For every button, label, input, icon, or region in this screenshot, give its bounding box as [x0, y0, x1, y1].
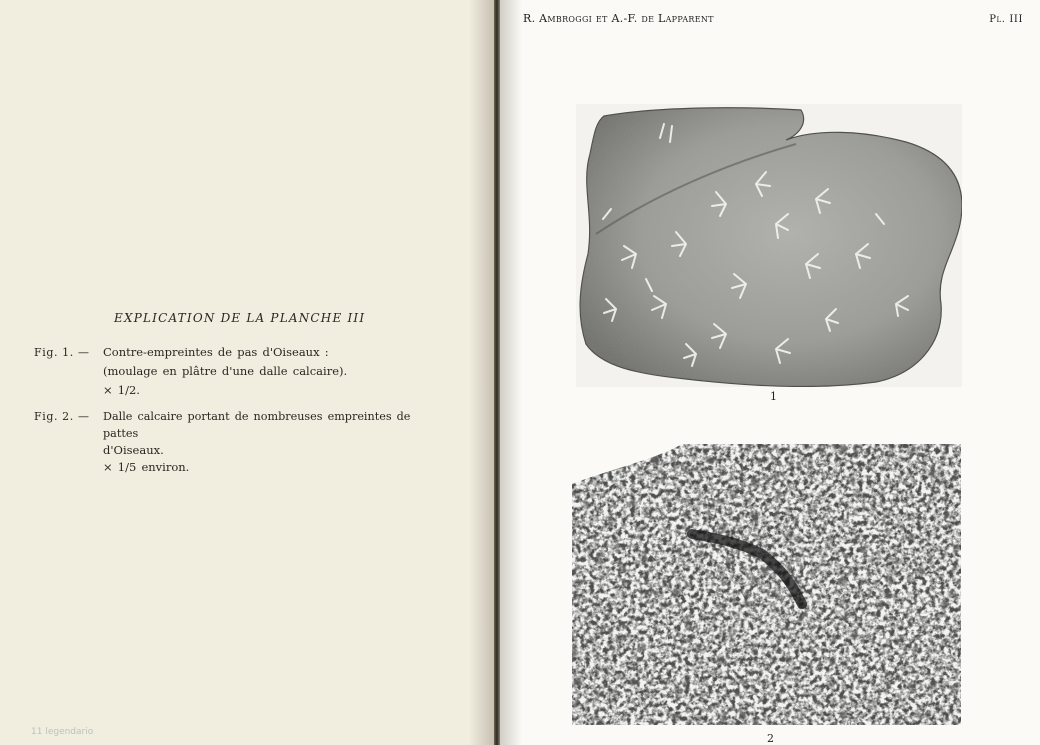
figure-1-scale: × 1/2.: [103, 383, 140, 397]
figure-2-description: [103, 408, 438, 476]
figure-2-photo: [572, 444, 961, 725]
figure-2-scale: × 1/5 environ.: [103, 460, 190, 474]
right-page: [500, 0, 1040, 745]
figure-1-label: Fig. 1. —: [34, 346, 90, 359]
figure-2-label: Fig. 2. —: [34, 410, 90, 423]
figure-1-number: 1: [770, 390, 777, 403]
figure-2-line-1: Dalle calcaire portant de nombreuses empreintes de pattes: [103, 410, 411, 440]
figure-2-line-2: d'Oiseaux.: [103, 443, 164, 457]
plate-explanation-title: EXPLICATION DE LA PLANCHE III: [114, 311, 366, 325]
figure-1-line-1: Contre-empreintes de pas d'Oiseaux :: [103, 345, 329, 359]
running-header-authors: R. Ambroggi et A.-F. de Lapparent: [523, 12, 714, 25]
left-page: [0, 0, 497, 745]
figure-2-number: 2: [767, 732, 774, 745]
library-stamp: 11 legendario: [31, 727, 94, 737]
running-header-plate-number: Pl. III: [989, 14, 1023, 25]
figure-1-line-2: (moulage en plâtre d'une dalle calcaire).: [103, 364, 348, 378]
figure-1-photo: [576, 104, 962, 387]
figure-1-description: [103, 344, 443, 399]
